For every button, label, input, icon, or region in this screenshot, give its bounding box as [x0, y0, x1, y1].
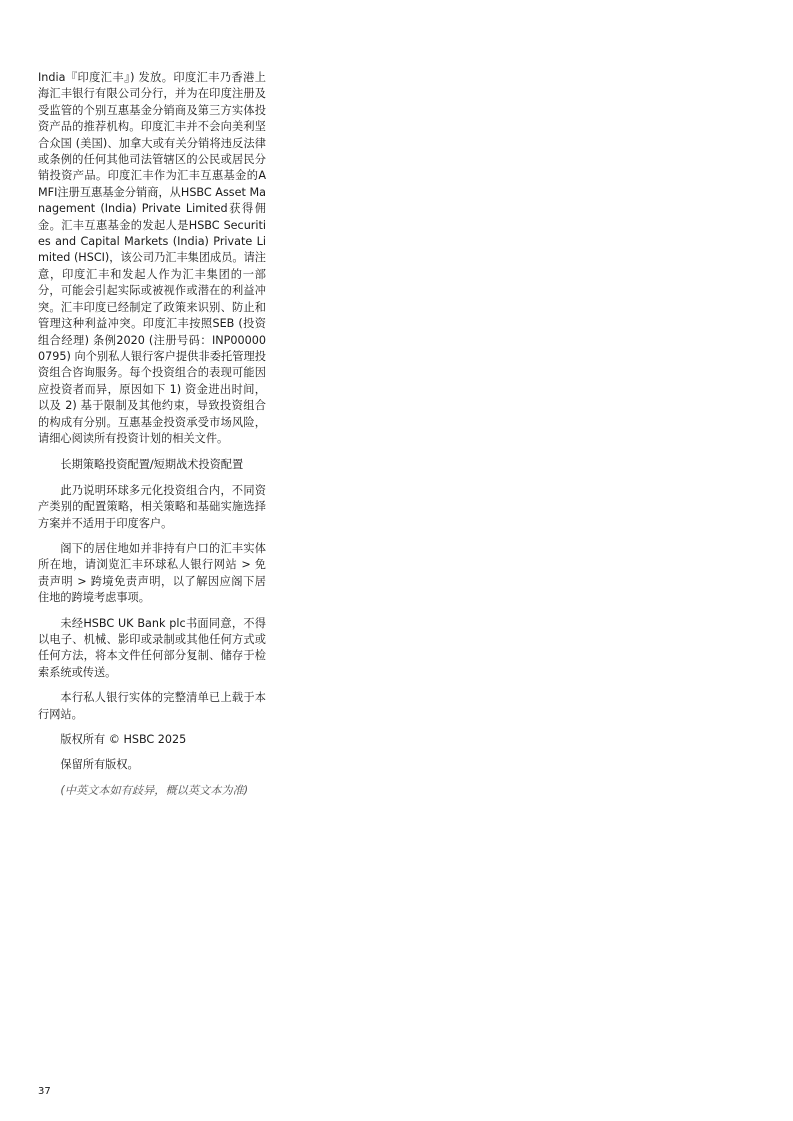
- copyright-line: 版权所有 © HSBC 2025: [60, 733, 187, 747]
- page-number: 37: [38, 1086, 51, 1097]
- reproduction-paragraph: 未经HSBC UK Bank plc书面同意，不得以电子、机械、影印或录制或其他任何方式或任何方法，将本文件任何部分复制、储存于检索系统或传送。: [38, 616, 266, 679]
- language-note: (中英文本如有歧异，概以英文本为准): [60, 783, 249, 797]
- entity-list-paragraph: 本行私人银行实体的完整清单已上载于本行网站。: [38, 691, 266, 721]
- cross-border-paragraph: 阁下的居住地如并非持有户口的汇丰实体所在地，请浏览汇丰环球私人银行网站 > 免责声明 > 跨境免责声明，以了解因应阁下居住地的跨境考虑事项。: [38, 541, 266, 605]
- rights-reserved-line: 保留所有版权。: [60, 758, 139, 772]
- allocation-heading: 长期策略投资配置/短期战术投资配置: [60, 458, 244, 472]
- allocation-note-paragraph: 此乃说明环球多元化投资组合内，不同资产类别的配置策略，相关策略和基础实施选择方案并不适用于印度客户。: [38, 483, 266, 530]
- disclaimer-paragraph-india: India『印度汇丰』) 发放。印度汇丰乃香港上海汇丰银行有限公司分行，并为在印度注册及受监管的个别互惠基金分销商及第三方实体投资产品的推荐机构。印度汇丰并不会向美利坚合众国 (美国)、加拿大或有关分销将违反法律或条例的任何其他司法管辖区的公民或居民分销投资产品。印度汇丰作为汇丰互惠基金的AMFI注册互惠基金分销商，从HSBC Asset Management (India) Private Limited获得佣金。汇丰互惠基金的发起人是HSBC Securities and Capital Markets (India) Private Limited (HSCI)，该公司乃汇丰集团成员。请注意，印度汇丰和发起人作为汇丰集团的一部分，可能会引起实际或被视作或潜在的利益冲突。汇丰印度已经制定了政策来识别、防止和管理这种利益冲突。印度汇丰按照SEB (投资组合经理) 条例2020 (注册号码：INP000000795) 向个别私人银行客户提供非委托管理投资组合咨询服务。每个投资组合的表现可能因应投资者而异，原因如下 1) 资金进出时间，以及 2) 基于限制及其他约束，导致投资组合的构成有分别。互惠基金投资承受市场风险，请细心阅读所有投资计划的相关文件。: [38, 71, 266, 445]
- disclaimer-column: [38, 70, 266, 808]
